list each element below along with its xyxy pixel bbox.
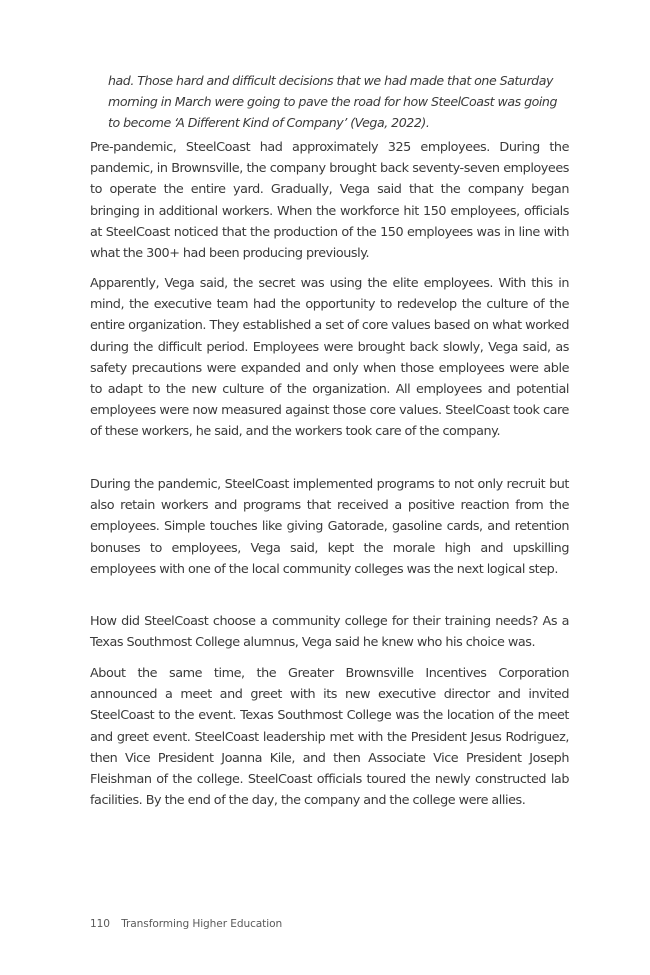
body-paragraph-3: During the pandemic, SteelCoast implemented programs to not only recruit but also retain workers and programs that received a positive reaction from the employees. Simple touches like giving Gatorade, gasoline cards, and retention bonuses to employees, Vega said, kept the morale high and upskilling employees with one of the local community colleges was the next logical step. xyxy=(90,477,569,577)
running-title: Transforming Higher Education xyxy=(121,918,283,930)
page-number: 110 xyxy=(90,918,110,930)
body-paragraph-2: Apparently, Vega said, the secret was using the elite employees. With this in mind, the executive team had the opportunity to redevelop the culture of the entire organization. They established a set of core values based on what worked during the difficult period. Employees were brought back slowly, Vega said, as safety precautions were expanded and only when those employees were able to adapt to the new culture of the organization. All employees and potential employees were now measured against those core values. SteelCoast took care of these workers, he said, and the workers took care of the company. xyxy=(90,276,569,440)
body-paragraph-4: How did SteelCoast choose a community college for their training needs? As a Texas Southmost College alumnus, Vega said he knew who his choice was. xyxy=(90,614,569,651)
body-paragraph-1: Pre-pandemic, SteelCoast had approximately 325 employees. During the pandemic, in Brownsville, the company brought back seventy-seven employees to operate the entire yard. Gradually, Vega said that the company began bringing in additional workers. When the workforce hit 150 employees, officials at SteelCoast noticed that the production of the 150 employees was in line with what the 300+ had been producing previously. xyxy=(90,140,569,262)
body-paragraph-5: About the same time, the Greater Brownsville Incentives Corporation announced a meet and greet with its new executive director and invited SteelCoast to the event. Texas Southmost College was the location of the meet and greet event. SteelCoast leadership met with the President Jesus Rodriguez, then Vice President Joanna Kile, and then Associate Vice President Joseph Fleishman of the college. SteelCoast officials toured the newly constructed lab facilities. By the end of the day, the company and the college were allies. xyxy=(90,666,569,809)
block-quote: had. Those hard and difficult decisions that we had made that one Saturday morning in March were going to pave the road for how SteelCoast was going to become ‘A Different Kind of Company’ (Vega, 2022). xyxy=(108,73,558,131)
page-footer xyxy=(90,918,282,930)
